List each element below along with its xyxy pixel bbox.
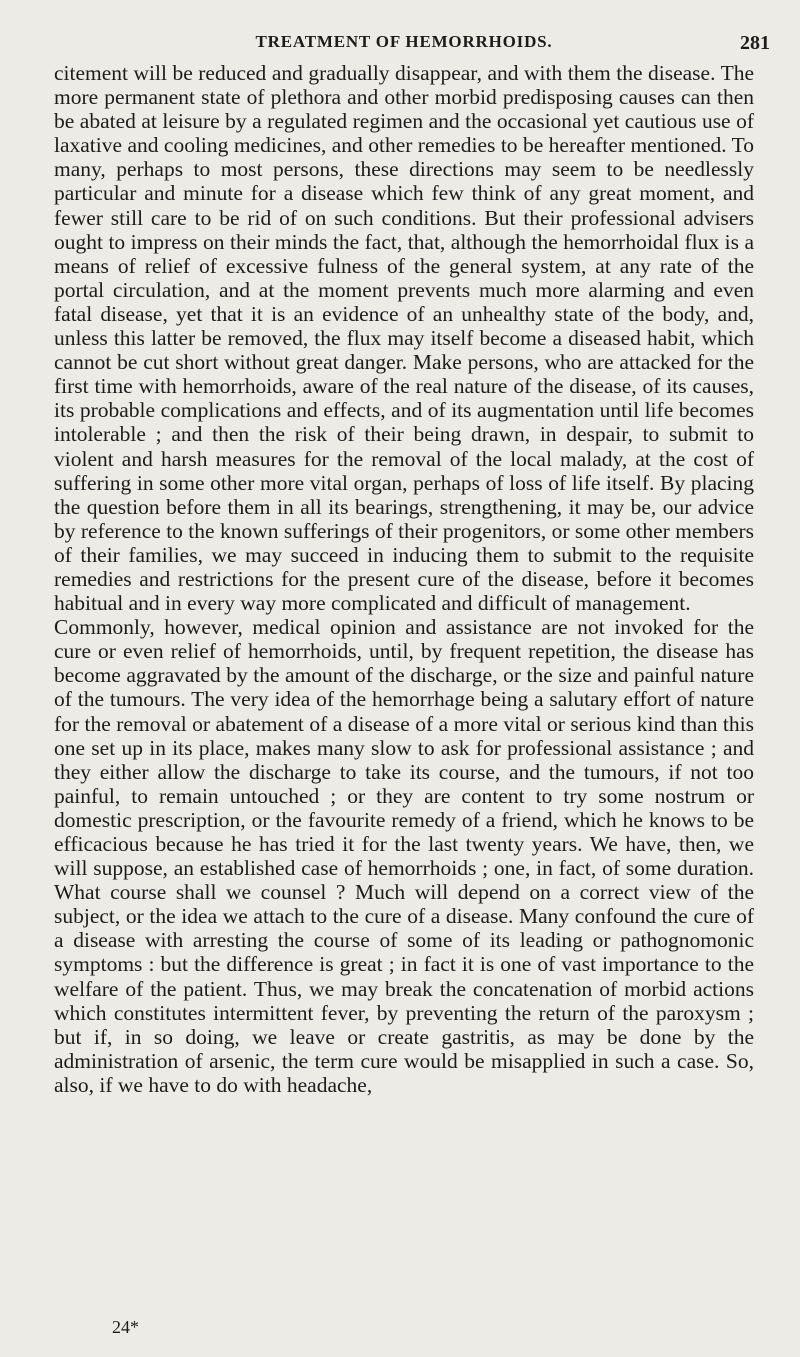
body-text: [54, 61, 754, 1097]
page-number: 281: [740, 32, 770, 54]
signature-mark: 24*: [112, 1317, 139, 1337]
running-head: [54, 32, 770, 58]
paragraph: citement will be reduced and gradually disappear, and with them the disease. The more permanent state of plethora and other morbid predisposing causes can then be abated at leisure by a regulated regimen and the occasional yet cautious use of laxative and cooling medicines, and other remedies to be hereafter mentioned. To many, perhaps to most persons, these directions may seem to be needlessly particular and minute for a disease which few think of any great moment, and fewer still care to be rid of on such conditions. But their professional advisers ought to impress on their minds the fact, that, although the hemorrhoidal flux is a means of relief of excessive fulness of the general system, at any rate of the portal circulation, and at the moment prevents much more alarming and even fatal disease, yet that it is an evidence of an unhealthy state of the body, and, unless this latter be removed, the flux may itself become a diseased habit, which cannot be cut short without great danger. Make persons, who are attacked for the first time with hemorrhoids, aware of the real nature of the disease, of its causes, its probable complications and effects, and of its augmentation until life becomes intolerable ; and then the risk of their being drawn, in despair, to submit to violent and harsh measures for the removal of the local malady, at the cost of suffering in some other more vital organ, perhaps of loss of life itself. By placing the question before them in all its bearings, strengthening, it may be, our advice by reference to the known sufferings of their progenitors, or some other members of their families, we may succeed in inducing them to submit to the requisite remedies and restrictions for the present cure of the disease, before it becomes habitual and in every way more complicated and difficult of management.: [54, 61, 754, 616]
paragraph: Commonly, however, medical opinion and assistance are not invoked for the cure or even relief of hemorrhoids, until, by frequent repetition, the disease has become aggravated by the amount of the discharge, or the size and painful nature of the tumours. The very idea of the hemorrhage being a salutary effort of nature for the removal or abatement of a disease of a more vital or serious kind than this one set up in its place, makes many slow to ask for professional assistance ; and they either allow the discharge to take its course, and the tumours, if not too painful, to remain untouched ; or they are content to try some nostrum or domestic prescription, or the favourite remedy of a friend, which he knows to be efficacious because he has tried it for the last twenty years. We have, then, we will suppose, an established case of hemorrhoids ; one, in fact, of some duration. What course shall we counsel ? Much will depend on a correct view of the subject, or the idea we attach to the cure of a disease. Many confound the cure of a disease with arresting the course of some of its leading or pathognomonic symptoms : but the difference is great ; in fact it is one of vast importance to the welfare of the patient. Thus, we may break the concatenation of morbid actions which constitutes intermittent fever, by preventing the return of the paroxysm ; but if, in so doing, we leave or create gastritis, as may be done by the administration of arsenic, the term cure would be misapplied in such a case. So, also, if we have to do with headache,: [54, 615, 754, 1097]
running-title: TREATMENT OF HEMORRHOIDS.: [255, 32, 553, 51]
